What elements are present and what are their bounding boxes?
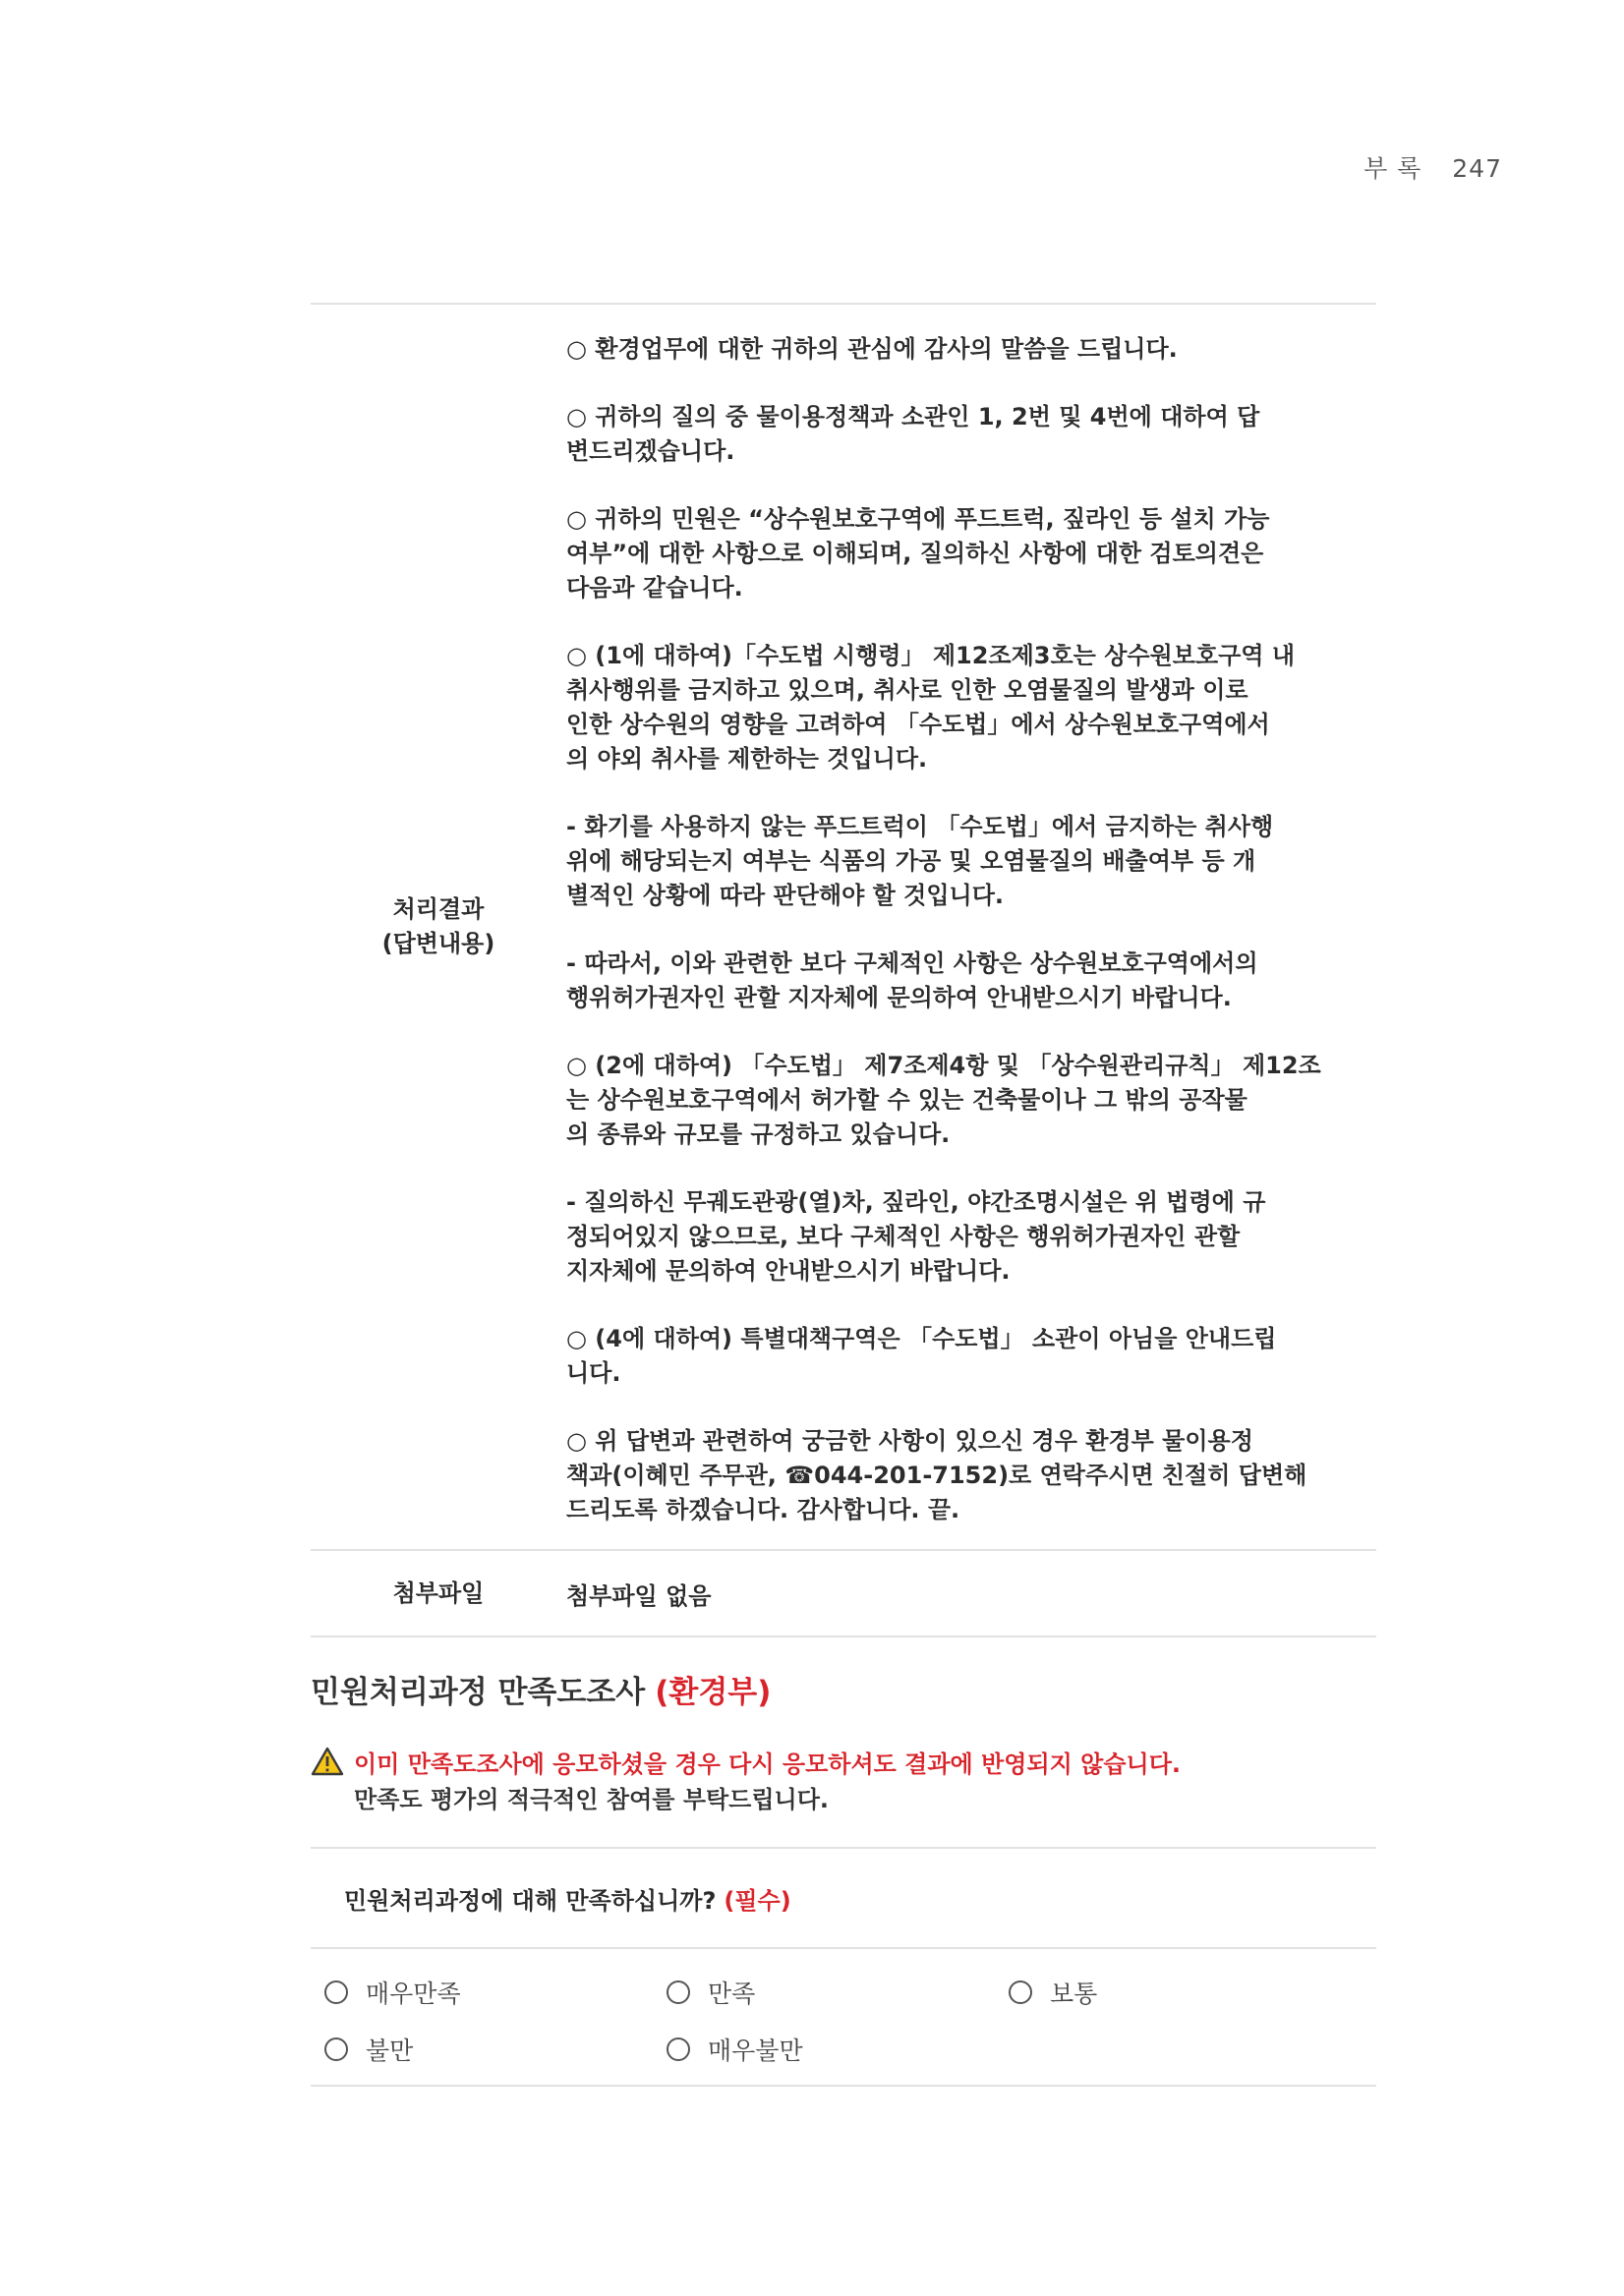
option-dissatisfied[interactable] <box>324 2032 667 2067</box>
answer-paragraph: ○ 귀하의 질의 중 물이용정책과 소관인 1, 2번 및 4번에 대하여 답 변드리겠습니다. <box>566 403 1260 465</box>
survey-title-text: 민원처리과정 만족도조사 <box>311 1675 646 1710</box>
survey-question <box>311 1847 1376 1949</box>
option-label: 보통 <box>1050 1980 1098 2008</box>
result-answer <box>566 305 1376 1549</box>
option-label: 매우만족 <box>366 1980 461 2008</box>
result-row <box>311 303 1376 1551</box>
survey-title-ministry: (환경부) <box>655 1675 772 1710</box>
attachment-row <box>311 1551 1376 1637</box>
radio-icon[interactable] <box>324 2038 348 2061</box>
option-very-dissatisfied[interactable] <box>667 2032 1009 2067</box>
required-marker: (필수) <box>724 1886 791 1915</box>
answer-paragraph: ○ 귀하의 민원은 “상수원보호구역에 푸드트럭, 짚라인 등 설치 가능 여부”에 대한 사항으로 이해되며, 질의하신 사항에 대한 검토의견은 다음과 같습니다. <box>566 505 1270 602</box>
answer-paragraph: ○ 환경업무에 대한 귀하의 관심에 감사의 말씀을 드립니다. <box>566 335 1178 363</box>
option-label: 만족 <box>708 1980 756 2008</box>
survey-title <box>311 1667 1376 1711</box>
attachment-value: 첨부파일 없음 <box>566 1581 712 1610</box>
answer-paragraph: ○ 위 답변과 관련하여 궁금한 사항이 있으신 경우 환경부 물이용정 책과(이혜민 주무관, ☎044-201-7152)로 연락주시면 친절히 답변해 드리도록 하겠습니다. 감사합니다. 끝. <box>566 1427 1307 1523</box>
document-body <box>311 303 1376 2087</box>
answer-paragraph: ○ (2에 대하여) 「수도법」 제7조제4항 및 「상수원관리규칙」 제12조 는 상수원보호구역에서 허가할 수 있는 건축물이나 그 밖의 공작물 의 종류와 규모를 규정하고 있습니다. <box>566 1052 1321 1148</box>
page-number: 247 <box>1452 154 1502 183</box>
result-label-line2: (답변내용) <box>381 930 495 957</box>
survey-notice <box>311 1747 1376 1817</box>
answer-paragraph: - 화기를 사용하지 않는 푸드트럭이 「수도법」에서 금지하는 취사행 위에 해당되는지 여부는 식품의 가공 및 오염물질의 배출여부 등 개 별적인 상황에 따라 판단해야 할 것입니다. <box>566 813 1274 909</box>
answer-paragraph: ○ (1에 대하여)「수도법 시행령」 제12조제3호는 상수원보호구역 내 취사행위를 금지하고 있으며, 취사로 인한 오염물질의 발생과 이로 인한 상수원의 영향을 고려하여 「수도법」에서 상수원보호구역에서 의 야외 취사를 제한하는 것입니다. <box>566 642 1296 773</box>
attachment-label: 첨부파일 <box>392 1578 485 1607</box>
question-text: 민원처리과정에 대해 만족하십니까? <box>344 1886 717 1915</box>
option-label: 불만 <box>366 2037 414 2065</box>
survey-options <box>311 1949 1376 2087</box>
answer-paragraph: - 질의하신 무궤도관광(열)차, 짚라인, 야간조명시설은 위 법령에 규 정되어있지 않으므로, 보다 구체적인 사항은 행위허가권자인 관할 지자체에 문의하여 안내받으시기 바랍니다. <box>566 1188 1266 1285</box>
section-label: 부 록 <box>1363 154 1422 183</box>
page-header <box>1342 149 1502 185</box>
answer-paragraph: - 따라서, 이와 관련한 보다 구체적인 사항은 상수원보호구역에서의 행위허가권자인 관할 지자체에 문의하여 안내받으시기 바랍니다. <box>566 949 1258 1011</box>
radio-icon[interactable] <box>324 1980 348 2004</box>
radio-icon[interactable] <box>667 2038 690 2061</box>
radio-icon[interactable] <box>667 1980 690 2004</box>
radio-icon[interactable] <box>1009 1980 1032 2004</box>
warning-icon <box>311 1747 344 1776</box>
option-satisfied[interactable] <box>667 1975 1009 2010</box>
notice-warning-text: 이미 만족도조사에 응모하셨을 경우 다시 응모하셔도 결과에 반영되지 않습니다. <box>354 1751 1182 1778</box>
result-label-line1: 처리결과 <box>392 895 485 923</box>
option-neutral[interactable] <box>1009 1975 1351 2010</box>
option-very-satisfied[interactable] <box>324 1975 667 2010</box>
result-label <box>311 305 566 1549</box>
option-label: 매우불만 <box>708 2037 803 2065</box>
answer-paragraph: ○ (4에 대하여) 특별대책구역은 「수도법」 소관이 아님을 안내드립 니다. <box>566 1325 1277 1387</box>
notice-request-text: 만족도 평가의 적극적인 참여를 부탁드립니다. <box>354 1786 830 1813</box>
